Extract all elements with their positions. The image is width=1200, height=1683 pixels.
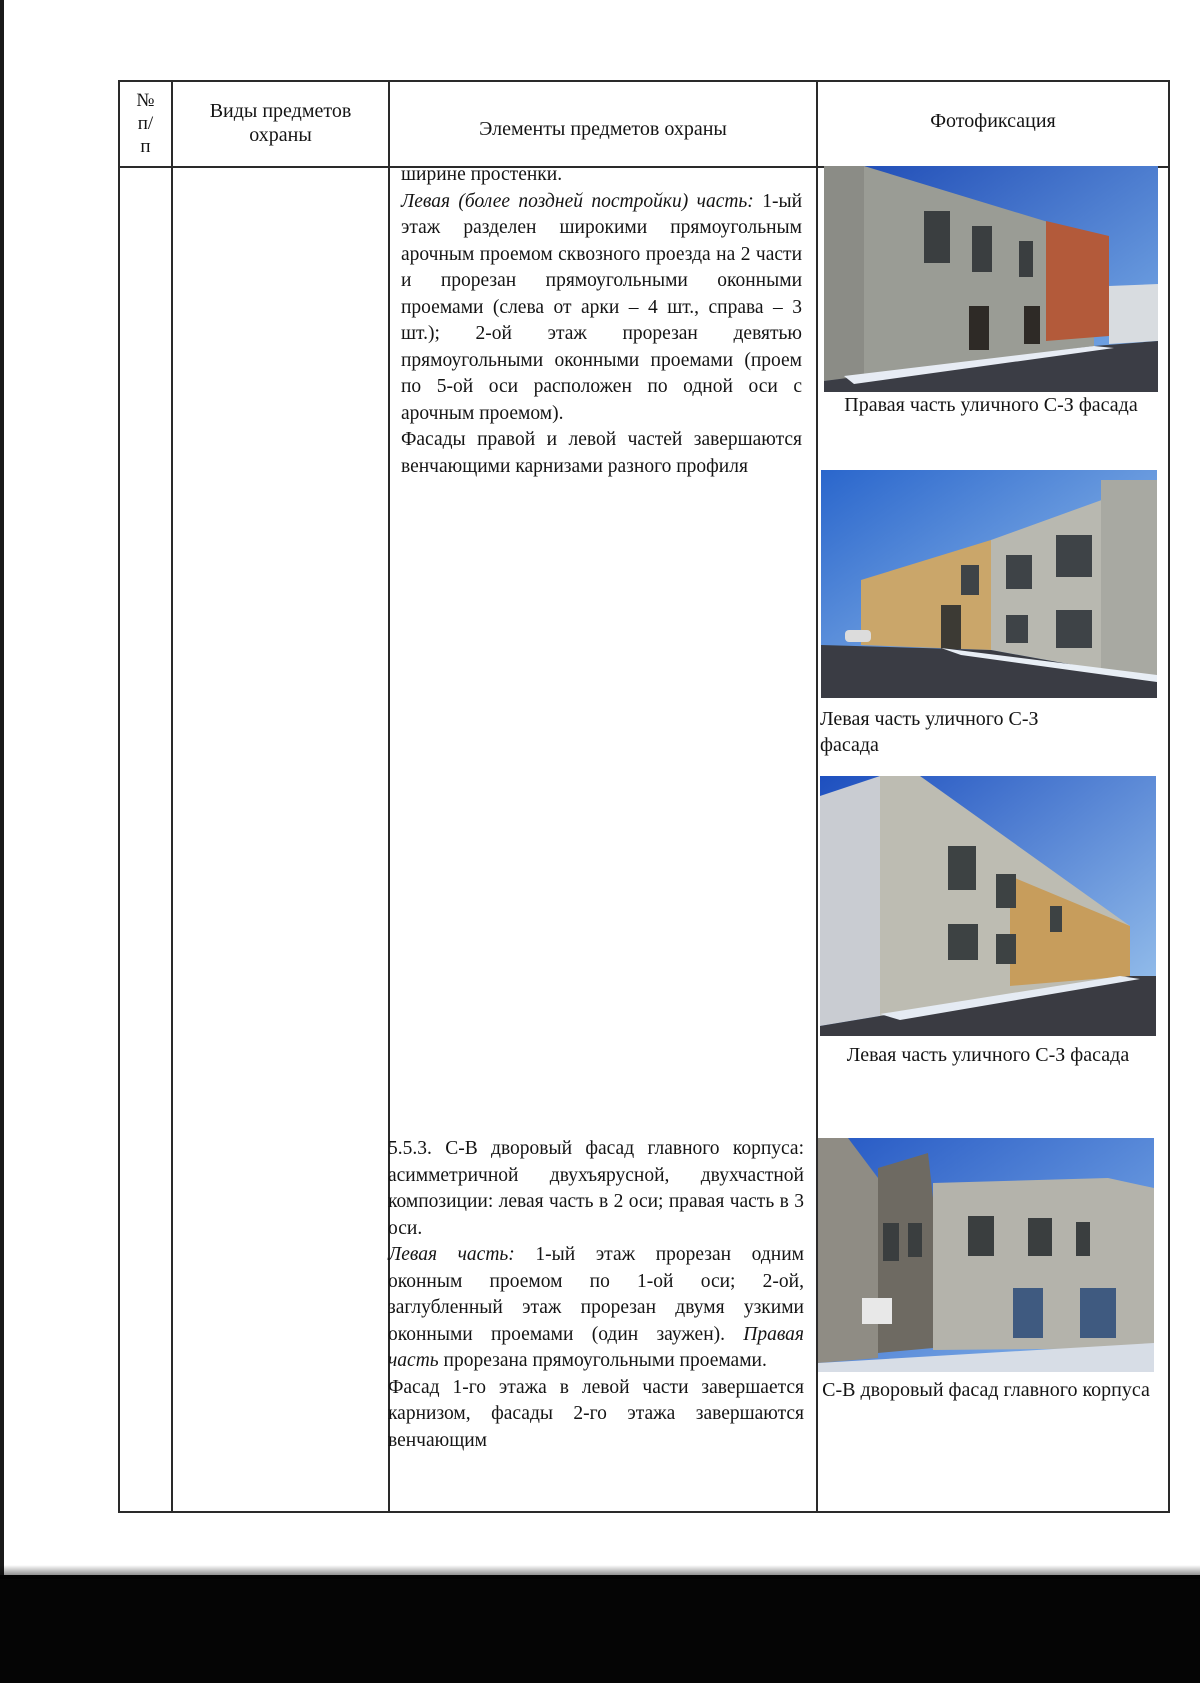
header-number: [120, 80, 171, 166]
header-elements-text: Элементы предметов охраны: [479, 118, 727, 140]
text-span: 1-ый этаж разделен широкими прямоугольным арочным проемом сквозного проезда на 2 части и прорезан прямоугольными оконными проемами (слева от арки – 4 шт., справа – 3 шт.); 2-ой этаж прорезан девятью прямоугольными оконными проемами (проем по 5-ой оси расположен по одной оси с арочным проемом).: [401, 190, 803, 424]
text-span: 1-ый этаж прорезан одним оконным проемом по 1-ой оси; 2-ой, заглубленный этаж прорезан двумя узкими оконными проемами (один заужен).: [388, 1244, 805, 1345]
photo-facade-left-street-2: [820, 776, 1156, 1036]
table-border-bottom: [118, 1511, 1170, 1513]
column-divider-1: [171, 80, 173, 1513]
photo-courtyard-facade: [818, 1138, 1154, 1372]
text-span: Фасад 1-го этажа в левой части завершается карнизом, фасады 2-го этажа завершаются венчающим: [388, 1376, 804, 1451]
caption-photo-3: [820, 1042, 1156, 1068]
header-types: [173, 80, 388, 166]
protection-table: [118, 80, 1170, 1513]
text-span: 5.5.3. С-В дворовый фасад главного корпуса: асимметричной двухъярусной, двухчастной композиции: левая часть в 2 оси; правая часть в 3 оси.: [388, 1138, 804, 1239]
header-photo-text: Фотофиксация: [930, 110, 1056, 132]
text-span: Фасады правой и левой частей завершаются венчающими карнизами разного профиля: [401, 429, 802, 477]
text-paragraph: [388, 1375, 804, 1455]
text-paragraph: [401, 427, 802, 480]
text-paragraph: [401, 189, 802, 428]
elements-text-section-2: [388, 1136, 804, 1454]
caption-photo-4: [818, 1377, 1154, 1403]
text-span: ширине простенки.: [401, 164, 563, 185]
table-border-right: [1168, 80, 1170, 1513]
elements-text-section-1: [401, 162, 802, 480]
caption-photo-2: [820, 706, 1156, 758]
text-paragraph: [401, 162, 802, 189]
caption-text: Левая часть уличного С-З фасада: [846, 1044, 1130, 1066]
scan-bottom-band: [0, 1575, 1200, 1683]
scan-edge: [0, 0, 4, 1683]
text-span: прорезана прямоугольными проемами.: [438, 1350, 767, 1371]
italic-label: Левая (более поздней постройки) часть:: [401, 190, 754, 212]
header-elements: [390, 86, 816, 172]
italic-label: Левая часть:: [388, 1244, 515, 1265]
text-paragraph: [388, 1242, 804, 1375]
caption-text: Правая часть уличного С-З фасада: [844, 394, 1138, 416]
photo-facade-right-street: [824, 166, 1158, 392]
caption-text: Левая часть уличного С-З фасада: [820, 708, 1039, 756]
text-paragraph: [388, 1136, 804, 1242]
photo-facade-left-street-1: [821, 470, 1157, 698]
caption-photo-1: [824, 392, 1158, 418]
caption-text: С-В дворовый фасад главного корпуса: [822, 1379, 1150, 1401]
header-photo: [818, 78, 1168, 164]
header-types-text: Виды предметов охраны: [209, 100, 352, 146]
italic-label: Правая часть: [388, 1323, 804, 1371]
header-number-text: № п/ п: [136, 89, 155, 157]
table-border-left: [118, 80, 120, 1513]
